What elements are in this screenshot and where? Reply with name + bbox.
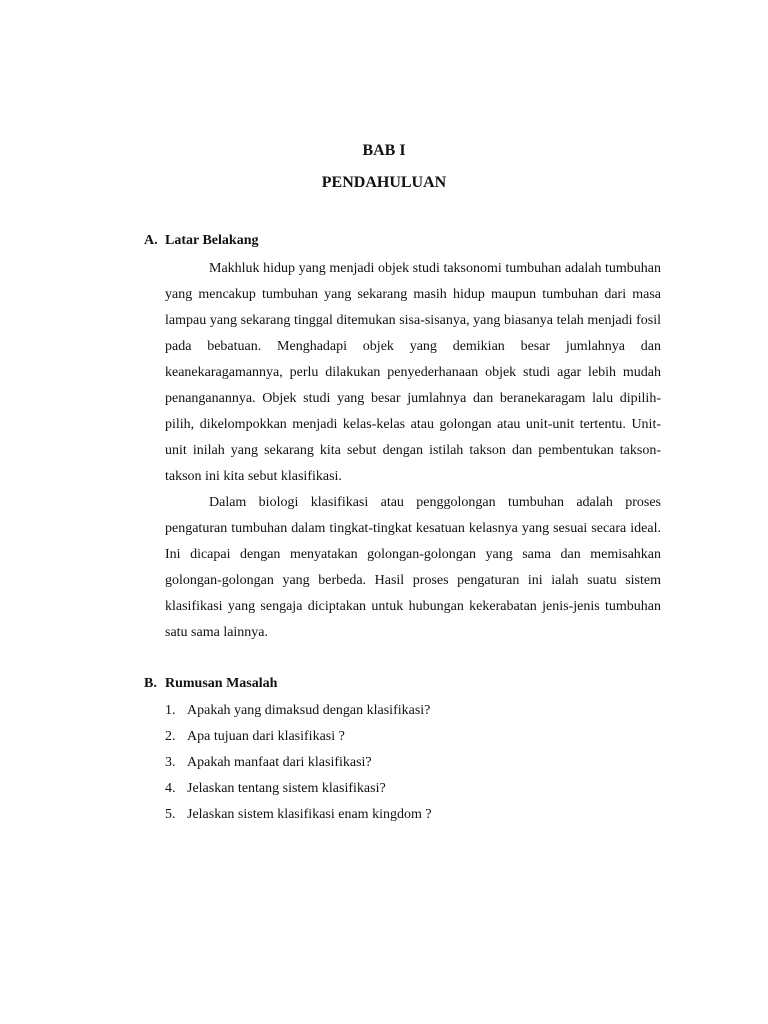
- chapter-number: BAB I: [362, 142, 406, 159]
- section-heading-rumusan-masalah: [144, 676, 277, 692]
- section-title: Latar Belakang: [165, 233, 259, 248]
- chapter-title: PENDAHULUAN: [321, 174, 447, 191]
- list-item: [165, 776, 432, 802]
- paragraph: Dalam biologi klasifikasi atau penggolongan tumbuhan adalah proses pengaturan tumbuhan dalam tingkat-tingkat kesatuan kelasnya yang sesuai secara ideal. Ini dicapai dengan menyatakan golongan-golongan yang sama dan memisahkan golongan-golongan yang berbeda. Hasil proses pengaturan ini ialah suatu sistem klasifikasi yang sengaja diciptakan untuk hubungan kekerabatan jenis-jenis tumbuhan satu sama lainnya.: [165, 495, 661, 640]
- section-letter: A.: [144, 233, 158, 248]
- section-heading-latar-belakang: [144, 233, 258, 249]
- problem-list: [165, 698, 432, 828]
- list-item: [165, 802, 432, 828]
- list-item: [165, 750, 432, 776]
- list-item-number: 4.: [165, 781, 176, 796]
- section-title: Rumusan Masalah: [165, 676, 278, 691]
- paragraph: Makhluk hidup yang menjadi objek studi taksonomi tumbuhan adalah tumbuhan yang mencakup tumbuhan yang sekarang masih hidup maupun tumbuhan dari masa lampau yang sekarang tinggal ditemukan sisa-sisanya, yang biasanya telah menjadi fosil pada bebatuan. Menghadapi objek yang demikian besar jumlahnya dan keanekaragamannya, perlu dilakukan penyederhanaan objek studi agar lebih mudah penanganannya. Objek studi yang besar jumlahnya dan beranekaragam lalu dipilih-pilih, dikelompokkan menjadi kelas-kelas atau golongan atau unit-unit tertentu. Unit-unit inilah yang sekarang kita sebut dengan istilah takson dan pembentukan takson-takson ini kita sebut klasifikasi.: [165, 261, 661, 484]
- list-item: [165, 724, 432, 750]
- list-item-number: 3.: [165, 755, 176, 770]
- list-item-number: 5.: [165, 807, 176, 822]
- list-item-text: Apakah yang dimaksud dengan klasifikasi?: [187, 703, 431, 718]
- section-letter: B.: [144, 676, 157, 691]
- list-item-number: 1.: [165, 703, 176, 718]
- list-item-text: Jelaskan tentang sistem klasifikasi?: [187, 781, 386, 796]
- list-item-number: 2.: [165, 729, 176, 744]
- list-item-text: Apa tujuan dari klasifikasi ?: [187, 729, 345, 744]
- list-item-text: Jelaskan sistem klasifikasi enam kingdom ?: [187, 807, 432, 822]
- list-item-text: Apakah manfaat dari klasifikasi?: [187, 755, 372, 770]
- section-body-latar-belakang: [165, 256, 661, 646]
- list-item: [165, 698, 432, 724]
